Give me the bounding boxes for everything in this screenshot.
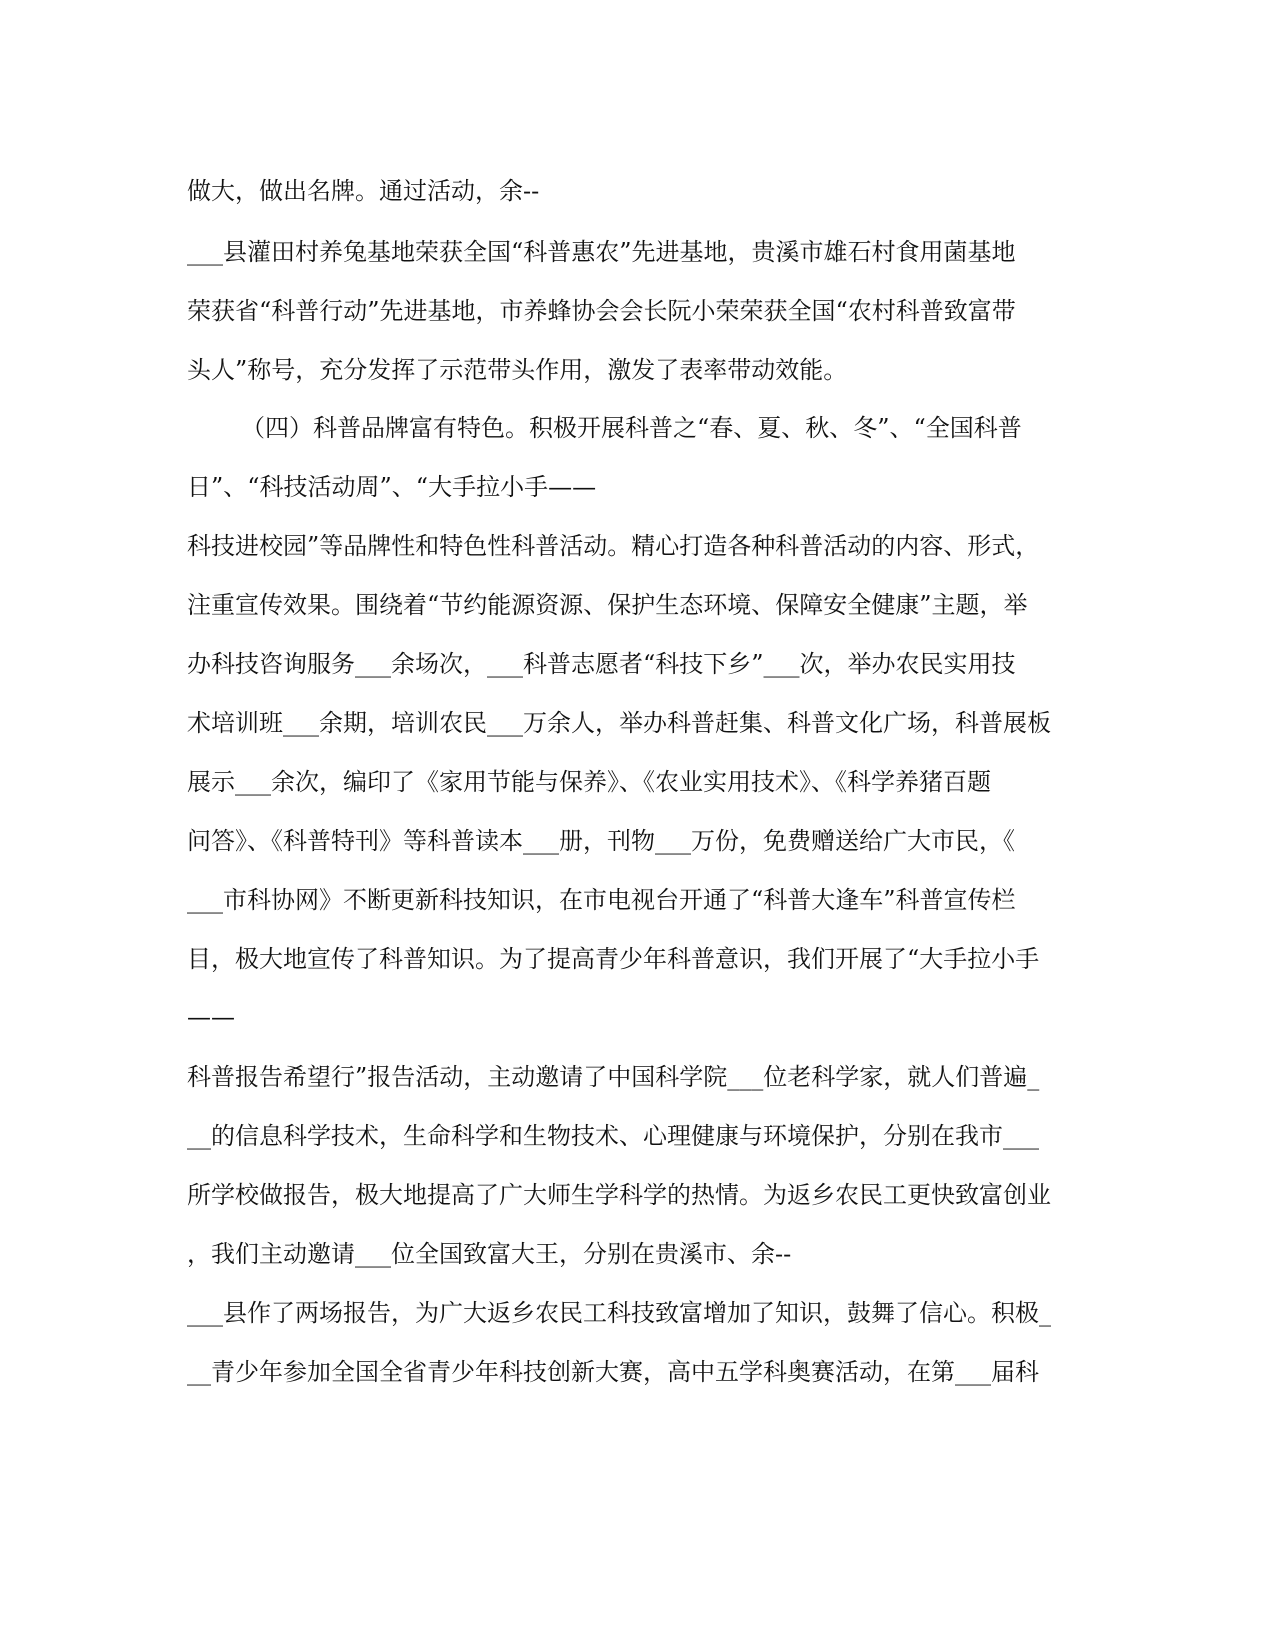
text-line: ___县灌田村养兔基地荣获全国“科普惠农”先进基地，贵溪市雄石村食用菌基地: [187, 238, 1016, 266]
text-line: 术培训班___余期，培训农民___万余人，举办科普赶集、科普文化广场，科普展板: [187, 709, 1051, 737]
text-line: 做大，做出名牌。通过活动，余--: [187, 177, 540, 205]
text-line: ，我们主动邀请___位全国致富大王，分别在贵溪市、余--: [187, 1240, 792, 1268]
text-line: ___市科协网》不断更新科技知识，在市电视台开通了“科普大逢车”科普宣传栏: [187, 886, 1016, 914]
text-line: 日”、“科技活动周”、“大手拉小手——: [187, 473, 597, 501]
section-heading-line: （四）科普品牌富有特色。积极开展科普之“春、夏、秋、冬”、“全国科普: [241, 414, 1022, 442]
text-line: 问答》、《科普特刊》等科普读本___册，刊物___万份，免费赠送给广大市民，《: [187, 827, 1015, 855]
text-line: 科技进校园”等品牌性和特色性科普活动。精心打造各种科普活动的内容、形式，: [187, 532, 1040, 560]
text-line: __青少年参加全国全省青少年科技创新大赛，高中五学科奥赛活动，在第___届科: [187, 1358, 1039, 1386]
text-line: 展示___余次，编印了《家用节能与保养》、《农业实用技术》、《科学养猪百题: [187, 768, 991, 796]
text-line: 注重宣传效果。围绕着“节约能源资源、保护生态环境、保障安全健康”主题，举: [187, 591, 1028, 619]
text-line: __的信息科学技术，生命科学和生物技术、心理健康与环境保护，分别在我市___: [187, 1122, 1039, 1150]
text-line: ___县作了两场报告，为广大返乡农民工科技致富增加了知识，鼓舞了信心。积极_: [187, 1299, 1051, 1327]
text-line: ——: [187, 1003, 235, 1031]
text-line: 所学校做报告，极大地提高了广大师生学科学的热情。为返乡农民工更快致富创业: [187, 1181, 1051, 1209]
text-line: 荣获省“科普行动”先进基地，市养蜂协会会长阮小荣荣获全国“农村科普致富带: [187, 297, 1016, 325]
text-line: 头人”称号，充分发挥了示范带头作用，激发了表率带动效能。: [187, 356, 848, 384]
text-line: 目，极大地宣传了科普知识。为了提高青少年科普意识，我们开展了“大手拉小手: [187, 945, 1040, 973]
text-line: 办科技咨询服务___余场次，___科普志愿者“科技下乡”___次，举办农民实用技: [187, 650, 1016, 678]
text-line: 科普报告希望行”报告活动，主动邀请了中国科学院___位老科学家，就人们普遍_: [187, 1063, 1040, 1091]
